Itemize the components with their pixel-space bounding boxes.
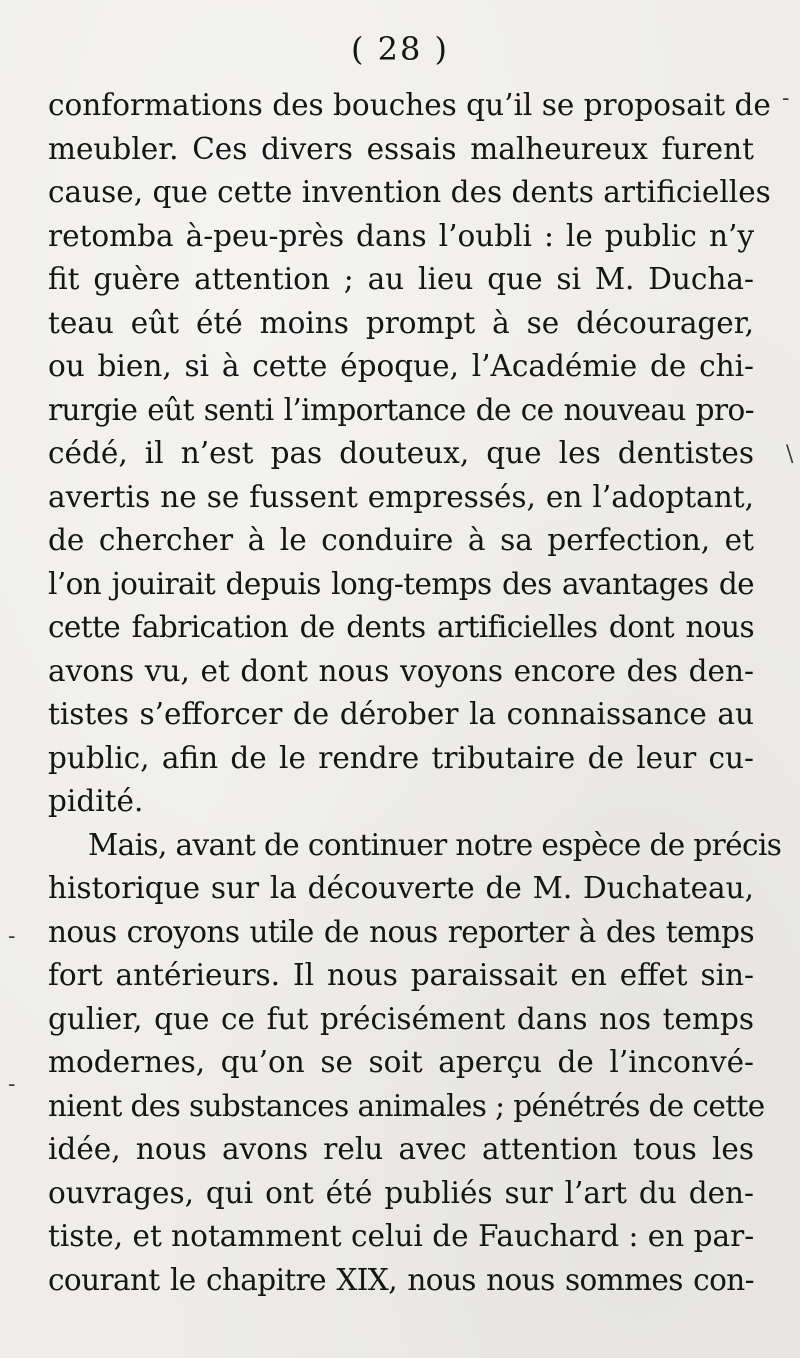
text-line: ou bien, si à cette époque, l’Académie de chi- xyxy=(48,349,754,383)
text-line: public, afin de le rendre tributaire de leur cu- xyxy=(48,740,754,775)
paragraph-1 xyxy=(48,84,771,824)
text-line: l’on jouirait depuis long-temps des avantages de xyxy=(48,566,754,601)
text-line: retomba à-peu-près dans l’oubli : le public n’y xyxy=(48,218,754,253)
margin-dash: - xyxy=(8,924,16,949)
text-line: cette fabrication de dents artificielles dont nous xyxy=(48,610,754,644)
text-line: teau eût été moins prompt à se décourager, xyxy=(48,305,754,340)
text-line: meubler. Ces divers essais malheureux furent xyxy=(48,131,754,166)
text-line: cédé, il n’est pas douteux, que les dentistes xyxy=(48,436,754,470)
margin-dash: - xyxy=(8,1072,16,1097)
text-line: idée, nous avons relu avec attention tous les xyxy=(48,1132,754,1166)
text-line: de chercher à le conduire à sa perfection, et xyxy=(48,523,754,557)
text-line: modernes, qu’on se soit aperçu de l’inconvé- xyxy=(48,1045,754,1079)
text-line: tiste, et notamment celui de Fauchard : en par- xyxy=(48,1219,755,1253)
text-line: courant le chapitre XIX, nous nous sommes con- xyxy=(48,1262,754,1297)
text-line: tistes s’efforcer de dérober la connaissance au xyxy=(48,697,754,731)
margin-dash: - xyxy=(782,86,790,111)
text-line: nient des substances animales ; pénétrés de cette xyxy=(48,1088,765,1123)
text-line: conformations des bouches qu’il se proposait de xyxy=(48,88,771,122)
paragraph-2 xyxy=(48,824,782,1303)
text-line: historique sur la découverte de M. Duchateau, xyxy=(48,871,754,905)
text-line: Mais, avant de continuer notre espèce de précis xyxy=(88,827,782,862)
text-block xyxy=(48,84,782,1302)
text-line: avertis ne se fussent empressés, en l’adoptant, xyxy=(48,479,754,514)
page-number: ( 28 ) xyxy=(350,30,450,68)
margin-dash: \ xyxy=(786,442,794,467)
text-line: rurgie eût senti l’importance de ce nouveau pro- xyxy=(48,392,754,427)
text-line: nous croyons utile de nous reporter à des temps xyxy=(48,914,754,949)
text-line: avons vu, et dont nous voyons encore des den- xyxy=(48,653,754,688)
text-line: ouvrages, qui ont été publiés sur l’art du den- xyxy=(48,1175,754,1210)
text-line: cause, que cette invention des dents artificielles xyxy=(48,175,771,209)
text-line: gulier, que ce fut précisément dans nos temps xyxy=(48,1001,754,1036)
text-line: fort antérieurs. Il nous paraissait en effet sin- xyxy=(48,958,754,992)
text-line: pidité. xyxy=(48,784,144,818)
text-line: fit guère attention ; au lieu que si M. Ducha- xyxy=(48,262,754,296)
